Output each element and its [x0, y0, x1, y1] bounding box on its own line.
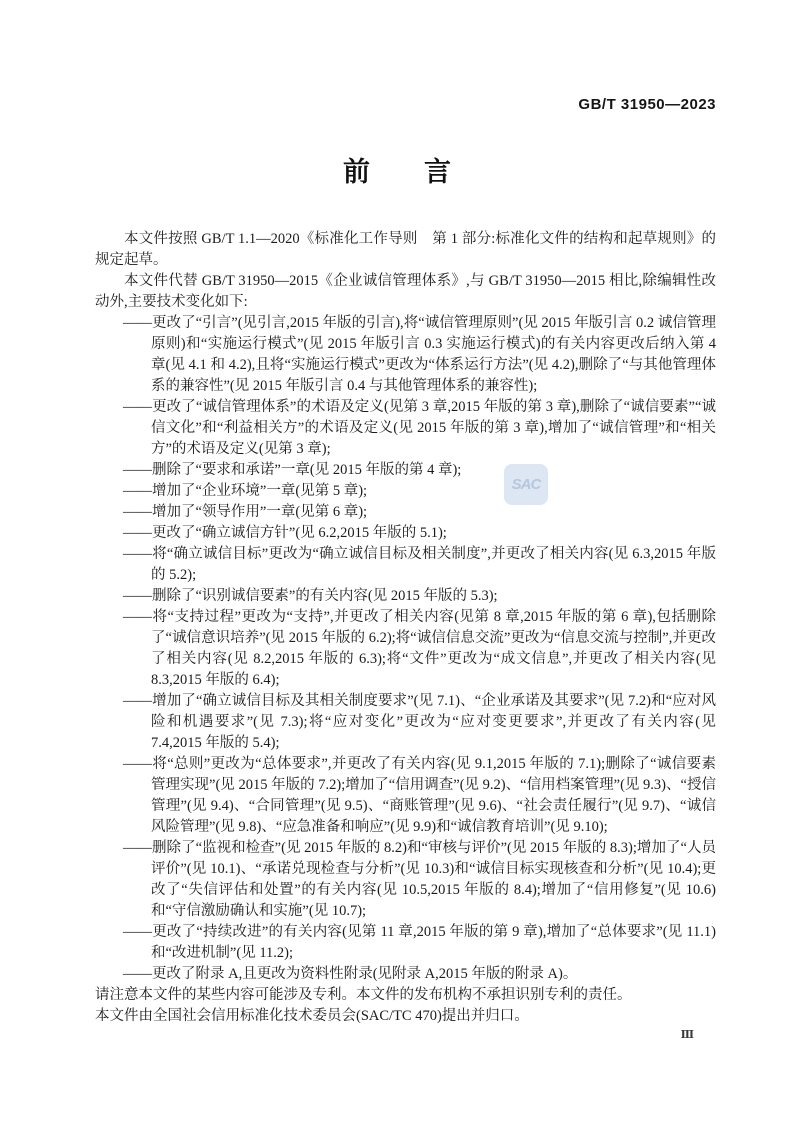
change-item: ——删除了“要求和承诺”一章(见 2015 年版的第 4 章); — [123, 462, 462, 478]
foreword-title: 前 言 — [343, 157, 451, 187]
change-item: ——增加了“确立诚信目标及其相关制度要求”(见 7.1)、“企业承诺及其要求”(见 7.2)和“应对风险和机遇要求”(见 7.3);将“应对变化”更改为“应对变更要求”,并更改了有关内容(见 7.4,2015 年版的 5.4); — [123, 693, 716, 751]
foreword-body — [95, 229, 716, 1027]
change-item: ——更改了“确立诚信方针”(见 6.2,2015 年版的 5.1); — [123, 525, 447, 541]
change-item: ——删除了“监视和检查”(见 2015 年版的 8.2)和“审核与评价”(见 2015 年版的 8.3);增加了“人员评价”(见 10.1)、“承诺兑现检查与分析”(见 10.3)和“诚信目标实现核查和分析”(见 10.4);更改了“失信评估和处置”的有关内容(见 10.5,2015 年版的 8.4);增加了“信用修复”(见 10.6)和“守信激励确认和实施”(见 10.7); — [123, 840, 716, 919]
change-item: ——增加了“领导作用”一章(见第 6 章); — [123, 504, 368, 520]
change-item: ——删除了“识别诚信要素”的有关内容(见 2015 年版的 5.3); — [123, 588, 498, 604]
change-item: ——增加了“企业环境”一章(见第 5 章); — [123, 483, 368, 499]
standard-code: GB/T 31950—2023 — [578, 96, 716, 113]
change-item: ——更改了“诚信管理体系”的术语及定义(见第 3 章,2015 年版的第 3 章),删除了“诚信要素”“诚信文化”和“利益相关方”的术语及定义(见 2015 年版的第 3 章),增加了“诚信管理”和“相关方”的术语及定义(见第 3 章); — [123, 399, 716, 457]
change-item: ——将“支持过程”更改为“支持”,并更改了相关内容(见第 8 章,2015 年版的第 6 章),包括删除了“诚信意识培养”(见 2015 年版的 6.2);将“诚信信息交流”更改为“信息交流与控制”,并更改了相关内容(见 8.2,2015 年版的 6.3);将“文件”更改为“成文信息”,并更改了相关内容(见 8.3,2015 年版的 6.4); — [123, 609, 716, 688]
intro-paragraph-2: 本文件代替 GB/T 31950—2015《企业诚信管理体系》,与 GB/T 31950—2015 相比,除编辑性改动外,主要技术变化如下: — [95, 273, 716, 310]
sac-watermark-text: SAC — [511, 476, 541, 493]
patent-note: 请注意本文件的某些内容可能涉及专利。本文件的发布机构不承担识别专利的责任。 — [95, 987, 632, 1003]
change-item: ——更改了“引言”(见引言,2015 年版的引言),将“诚信管理原则”(见 2015 年版引言 0.2 诚信管理原则)和“实施运行模式”(见 2015 年版引言 0.3 实施运行模式)的有关内容更改后纳入第 4 章(见 4.1 和 4.2),且将“实施运行模式”更改为“体系运行方法”(见 4.2),删除了“与其他管理体系的兼容性”(见 2015 年版引言 0.4 与其他管理体系的兼容性); — [123, 315, 716, 394]
page-number: Ⅲ — [680, 1029, 694, 1041]
intro-paragraph-1: 本文件按照 GB/T 1.1—2020《标准化工作导则 第 1 部分:标准化文件的结构和起草规则》的规定起草。 — [95, 231, 716, 268]
change-item: ——更改了附录 A,且更改为资料性附录(见附录 A,2015 年版的附录 A)。 — [123, 966, 578, 982]
change-item: ——将“确立诚信目标”更改为“确立诚信目标及相关制度”,并更改了相关内容(见 6.3,2015 年版的 5.2); — [123, 546, 716, 583]
change-item: ——将“总则”更改为“总体要求”,并更改了有关内容(见 9.1,2015 年版的 7.1);删除了“诚信要素管理实现”(见 2015 年版的 7.2);增加了“信用调查”(见 9.2)、“信用档案管理”(见 9.3)、“授信管理”(见 9.4)、“合同管理”(见 9.5)、“商账管理”(见 9.6)、“社会责任履行”(见 9.7)、“诚信风险管理”(见 9.8)、“应急准备和响应”(见 9.9)和“诚信教育培训”(见 9.10); — [123, 756, 716, 835]
committee-note: 本文件由全国社会信用标准化技术委员会(SAC/TC 470)提出并归口。 — [95, 1008, 529, 1024]
change-item: ——更改了“持续改进”的有关内容(见第 11 章,2015 年版的第 9 章),增加了“总体要求”(见 11.1)和“改进机制”(见 11.2); — [123, 924, 716, 961]
